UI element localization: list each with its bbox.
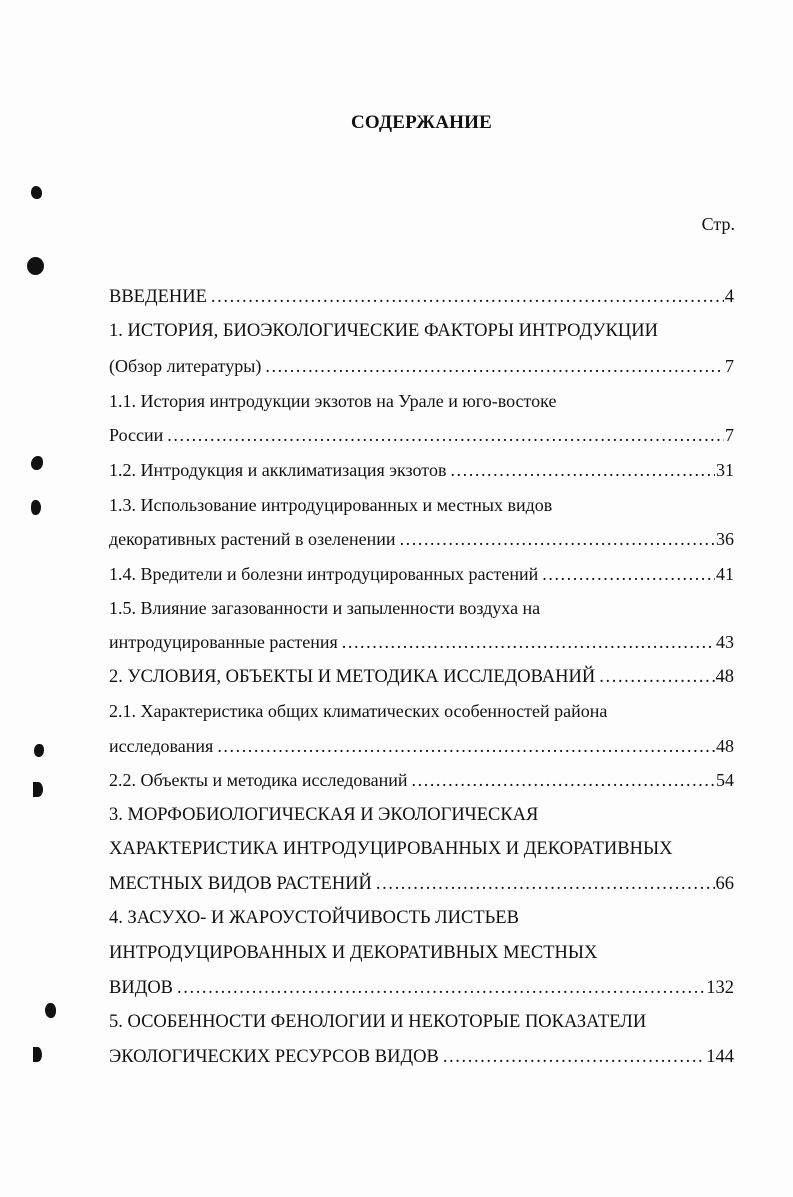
toc-entry[interactable] bbox=[109, 492, 734, 518]
toc-entry-title: России bbox=[109, 425, 164, 445]
scan-hole-mark bbox=[33, 1047, 42, 1062]
toc-entry-title: 5. ОСОБЕННОСТИ ФЕНОЛОГИИ И НЕКОТОРЫЕ ПОКАЗАТЕЛИ bbox=[109, 1012, 647, 1032]
toc-entry[interactable] bbox=[109, 595, 734, 621]
toc-entry-page-number: 132 bbox=[706, 978, 734, 998]
toc-entry-title: ХАРАКТЕРИСТИКА ИНТРОДУЦИРОВАННЫХ И ДЕКОРАТИВНЫХ bbox=[109, 839, 673, 859]
toc-entry[interactable] bbox=[109, 1044, 734, 1070]
dot-leader bbox=[217, 733, 715, 759]
toc-entry[interactable] bbox=[109, 836, 734, 862]
dot-leader bbox=[400, 526, 715, 552]
toc-entry[interactable] bbox=[109, 905, 734, 931]
toc-entry[interactable] bbox=[109, 318, 734, 344]
toc-entry[interactable] bbox=[109, 561, 734, 587]
toc-entry-title: ВИДОВ bbox=[109, 978, 174, 998]
toc-entry[interactable] bbox=[109, 698, 734, 724]
toc-entry-page-number: 7 bbox=[725, 356, 734, 376]
toc-entry-page-number: 4 bbox=[724, 287, 734, 307]
toc-entry-title: ИНТРОДУЦИРОВАННЫХ И ДЕКОРАТИВНЫХ МЕСТНЫХ bbox=[109, 943, 598, 963]
toc-entry[interactable] bbox=[109, 353, 734, 379]
toc-entry-page-number: 66 bbox=[715, 874, 734, 894]
dot-leader bbox=[443, 1044, 705, 1070]
scan-hole-mark bbox=[45, 1003, 56, 1018]
toc-entry-title: 1.3. Использование интродуцированных и местных видов bbox=[109, 495, 553, 515]
toc-entry[interactable] bbox=[109, 457, 734, 483]
toc-entry-page-number: 144 bbox=[706, 1047, 734, 1067]
dot-leader bbox=[265, 353, 724, 379]
dot-leader bbox=[167, 422, 724, 448]
toc-entry-title: 1.2. Интродукция и акклиматизация экзотов bbox=[109, 460, 447, 480]
scan-hole-mark bbox=[33, 782, 43, 797]
toc-entry-page-number: 7 bbox=[725, 425, 734, 445]
toc-entry[interactable] bbox=[109, 975, 734, 1001]
dot-leader bbox=[599, 664, 714, 690]
toc-entry[interactable] bbox=[109, 526, 734, 552]
toc-entry-page-number: 43 bbox=[716, 632, 734, 652]
toc-entry-title: ЭКОЛОГИЧЕСКИХ РЕСУРСОВ ВИДОВ bbox=[109, 1047, 439, 1067]
dot-leader bbox=[177, 975, 705, 1001]
dot-leader bbox=[542, 561, 715, 587]
scan-hole-mark bbox=[27, 257, 44, 275]
toc-entry-page-number: 36 bbox=[716, 529, 734, 549]
toc-entry-page-number: 48 bbox=[715, 667, 734, 687]
toc-entry-page-number: 48 bbox=[716, 736, 734, 756]
toc-entry[interactable] bbox=[109, 284, 734, 310]
toc-entry-title: 3. МОРФОБИОЛОГИЧЕСКАЯ И ЭКОЛОГИЧЕСКАЯ bbox=[109, 805, 539, 825]
toc-entry-title: 1.5. Влияние загазованности и запыленности воздуха на bbox=[109, 598, 541, 618]
toc-entry[interactable] bbox=[109, 629, 734, 655]
page-column-label: Стр. bbox=[701, 214, 735, 234]
dot-leader bbox=[211, 284, 724, 310]
scan-hole-mark bbox=[34, 744, 44, 757]
toc-entry[interactable] bbox=[109, 664, 734, 690]
toc-entry-title: 1. ИСТОРИЯ, БИОЭКОЛОГИЧЕСКИЕ ФАКТОРЫ ИНТРОДУКЦИИ bbox=[109, 321, 658, 341]
toc-entry-page-number: 54 bbox=[716, 770, 734, 790]
toc-entry-title: 4. ЗАСУХО- И ЖАРОУСТОЙЧИВОСТЬ ЛИСТЬЕВ bbox=[109, 908, 519, 928]
toc-entry-page-number: 41 bbox=[716, 564, 734, 584]
toc-entry-title: 2.2. Объекты и методика исследований bbox=[109, 770, 408, 790]
toc-entry[interactable] bbox=[109, 802, 734, 828]
toc-entry-page-number: 31 bbox=[716, 460, 734, 480]
toc-entry-title: (Обзор литературы) bbox=[109, 356, 262, 376]
toc-entry-title: МЕСТНЫХ ВИДОВ РАСТЕНИЙ bbox=[109, 874, 372, 894]
toc-entry[interactable] bbox=[109, 1009, 734, 1035]
toc-entry[interactable] bbox=[109, 422, 734, 448]
toc-entry-title: 1.4. Вредители и болезни интродуцированных растений bbox=[109, 564, 539, 584]
toc-entry[interactable] bbox=[109, 871, 734, 897]
scan-hole-mark bbox=[31, 500, 41, 515]
toc-entry-title: 2.1. Характеристика общих климатических особенностей района bbox=[109, 701, 608, 721]
toc-entry-title: 2. УСЛОВИЯ, ОБЪЕКТЫ И МЕТОДИКА ИССЛЕДОВАНИЙ bbox=[109, 667, 596, 687]
dot-leader bbox=[412, 767, 715, 793]
toc-entry-title: декоративных растений в озеленении bbox=[109, 529, 396, 549]
toc-entry-title: ВВЕДЕНИЕ bbox=[109, 287, 207, 307]
scan-hole-mark bbox=[31, 456, 43, 470]
dot-leader bbox=[450, 457, 715, 483]
dot-leader bbox=[376, 871, 715, 897]
toc-entry-title: исследования bbox=[109, 736, 214, 756]
toc-entry-title: 1.1. История интродукции экзотов на Урале и юго-востоке bbox=[109, 391, 557, 411]
toc-entry[interactable] bbox=[109, 767, 734, 793]
toc-entry[interactable] bbox=[109, 733, 734, 759]
toc-entry[interactable] bbox=[109, 388, 734, 414]
toc-entry[interactable] bbox=[109, 940, 734, 966]
toc-entry-title: интродуцированные растения bbox=[109, 632, 338, 652]
dot-leader bbox=[342, 629, 715, 655]
scan-hole-mark bbox=[31, 186, 42, 199]
page-title: СОДЕРЖАНИЕ bbox=[351, 112, 492, 133]
